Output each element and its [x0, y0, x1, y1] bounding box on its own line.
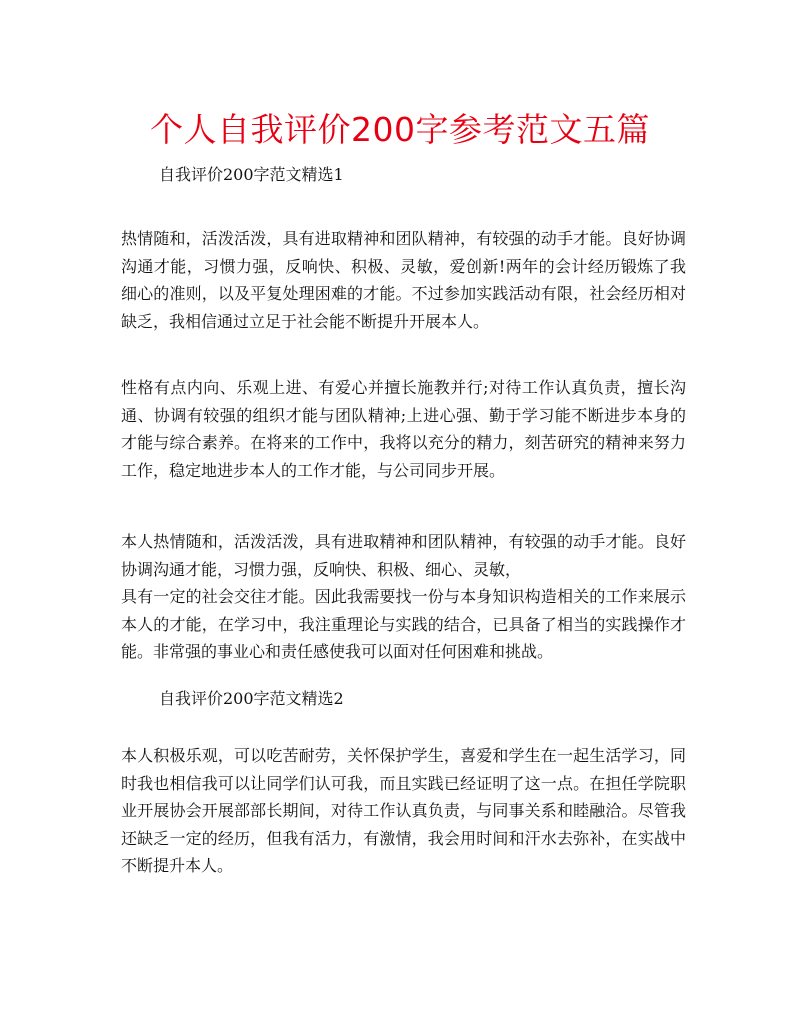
- paragraph-line: 细心的准则，以及平复处理困难的才能。不过参加实践活动有限，社会经历相对: [121, 284, 686, 303]
- paragraph-1: [121, 225, 686, 335]
- paragraph-line: 本人的才能，在学习中，我注重理论与实践的结合，已具备了相当的实践操作才: [121, 614, 686, 634]
- paragraph-line: 具有一定的社会交往才能。因此我需要找一份与本身知识构造相关的工作来展示: [121, 587, 686, 606]
- paragraph-line: 业开展协会开展部部长期间，对待工作认真负责，与同事关系和睦融洽。尽管我: [121, 801, 686, 820]
- paragraph-line: 本人热情随和，活泼活泼，具有进取精神和团队精神，有较强的动手才能。良好: [121, 532, 686, 551]
- paragraph-line: 才能与综合素养。在将来的工作中，我将以充分的精力，刻苦研究的精神来努力: [121, 433, 686, 452]
- paragraph-4: [121, 742, 686, 880]
- paragraph-2: [121, 374, 686, 484]
- paragraph-line: 工作，稳定地进步本人的工作才能，与公司同步开展。: [121, 460, 506, 480]
- paragraph-line: 时我也相信我可以让同学们认可我，而且实践已经证明了这一点。在担任学院职: [121, 773, 686, 793]
- section-heading-2: 自我评价200字范文精选2: [159, 689, 344, 708]
- paragraph-line: 协调沟通才能，习惯力强，反响快、积极、细心、灵敏，: [121, 559, 522, 579]
- paragraph-line: 能。非常强的事业心和责任感使我可以面对任何困难和挑战。: [121, 642, 554, 661]
- paragraph-3: [121, 528, 686, 666]
- paragraph-line: 性格有点内向、乐观上进、有爱心并擅长施教并行;对待工作认真负责，擅长沟: [121, 378, 686, 397]
- document-title: 个人自我评价200字参考范文五篇: [150, 110, 650, 149]
- paragraph-line: 通、协调有较强的组织才能与团队精神;上进心强、勤于学习能不断进步本身的: [121, 405, 686, 425]
- paragraph-line: 不断提升本人。: [121, 856, 234, 875]
- paragraph-line: 本人积极乐观，可以吃苦耐劳，关怀保护学生，喜爱和学生在一起生活学习，同: [121, 746, 686, 765]
- section-heading-1: 自我评价200字范文精选1: [159, 165, 344, 184]
- paragraph-line: 还缺乏一定的经历，但我有活力，有激情，我会用时间和汗水去弥补，在实战中: [121, 828, 686, 848]
- paragraph-line: 缺乏，我相信通过立足于社会能不断提升开展本人。: [121, 311, 490, 331]
- paragraph-line: 热情随和，活泼活泼，具有进取精神和团队精神，有较强的动手才能。良好协调: [121, 229, 686, 248]
- paragraph-line: 沟通才能，习惯力强，反响快、积极、灵敏，爱创新!两年的会计经历锻炼了我: [121, 256, 686, 276]
